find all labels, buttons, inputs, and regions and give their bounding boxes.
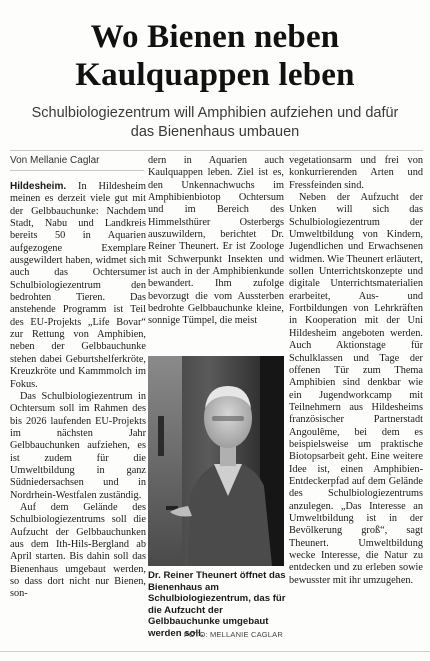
article-paragraph: Auf dem Gelände des Schulbiologiezentrums soll die Aufzucht der Gelbbauchunken aus dem Ith-Hils-Bergland ab April starten. Bis dahin soll das Bienenhaus umgebaut werden, so dass dort nicht nur Bienen, son- bbox=[10, 501, 146, 600]
subheadline-line-2: das Bienenhaus umbauen bbox=[130, 124, 300, 140]
photo-illustration bbox=[148, 356, 284, 566]
article-paragraph: dern in Aquarien auch Kaulquappen leben. Ziel ist es, den Unkennachwuchs im Amphibienbiotop Ochtersum und im Bereich des Himmelsthürer Osterbergs auszuwildern, berichtet Dr. Reiner Theunert. Er ist Zoologe mit Schwerpunkt Insekten und ist auch in der Amphibienkunde bewandert. Ihm zufolge bevorzugt die vom Aussterben bedrohte Gelbbauchunke kleine, sonnige Tümpel, die meist bbox=[148, 155, 284, 327]
article-paragraph: Das Schulbiologiezentrum in Ochtersum soll im Rahmen des bis 2026 laufenden EU-Projekts im nächsten Jahr Gelbbauchunken aufziehen, es ist zudem für die Umweltbildung in ganz Südniedersachsen und in Nordrhein-Westfalen zuständig. bbox=[10, 390, 146, 501]
subheadline bbox=[6, 104, 424, 142]
byline-divider bbox=[10, 170, 144, 171]
headline-line-2: Kaulquappen leben bbox=[75, 57, 355, 93]
headline-line-1: Wo Bienen neben bbox=[90, 19, 340, 55]
article-photo bbox=[148, 356, 284, 566]
article-column-1 bbox=[10, 181, 146, 601]
subheadline-line-1: Schulbiologiezentrum will Amphibien aufziehen und dafür bbox=[31, 105, 399, 121]
top-divider bbox=[10, 150, 423, 151]
photo-caption: Dr. Reiner Theunert öffnet das Bienenhaus am Schulbiologiezentrum, das für die Aufzucht der Gelbbauchunke umgebaut werden soll. bbox=[148, 570, 286, 639]
article-paragraph: Hildesheim. In Hildesheim meinen es derzeit viele gut mit der Gelbbauchunke: Nachdem Stadt, Nabu und Landkreis bereits 50 in Aquarien aufgezogene Exemplare ausgewildert haben, widmet sich auch das Ochtersumer Schulbiologiezentrum den bedrohten Tieren. Das anstehende Programm ist Teil des EU-Projekts „Life Bovar“ zur Rettung von Amphibien, neben der Gelbbauchunke stehen dabei Geburtshelferkröte, Kreuzkröte und Kammmolch im Fokus. bbox=[10, 181, 146, 390]
headline bbox=[0, 18, 430, 94]
article-paragraph: vegetationsarm und frei von konkurrierenden Arten und Fressfeinden sind. bbox=[289, 155, 423, 191]
photo-credit: FOTO: MELLANIE CAGLAR bbox=[183, 630, 283, 639]
byline: Von Mellanie Caglar bbox=[10, 155, 100, 166]
bottom-divider bbox=[0, 651, 430, 652]
article-column-2 bbox=[148, 155, 284, 328]
article-column-3 bbox=[289, 155, 423, 587]
article-paragraph: Neben der Aufzucht der Unken will sich das Schulbiologiezentrum der Umweltbildung von Kindern, Jugendlichen und Erwachsenen widmen. Wie Theunert erläutert, sollen Unterrichtskonzepte und digitale Unterrichtsmaterialien erarbeitet, Aus- und Fortbildungen von Lehrkräften in Kooperation mit der Uni Hildesheim angeboten werden. Auch Aktionstage für Schulklassen und Tage der offenen Tür zum Thema Amphibien sind denkbar wie ein Jugendworkcamp mit Teilnehmern aus Hildesheims französischer Partnerstadt Angoulême, bei dem es beispielsweise um praktische Biotopsarbeit geht. Eine weitere Idee ist, einen Amphibien-Entdeckerpfad auf dem Gelände des Schulbiologiezentrums anzulegen. „Das Interesse an Umweltbildung ist in der Bevölkerung groß“, sagt Theunert. Umweltbildung wecke Interesse, die Natur zu entdecken und zu erleben sowie bewusster mit ihr umzugehen. bbox=[289, 192, 423, 586]
lead-location: Hildesheim. bbox=[10, 181, 67, 192]
